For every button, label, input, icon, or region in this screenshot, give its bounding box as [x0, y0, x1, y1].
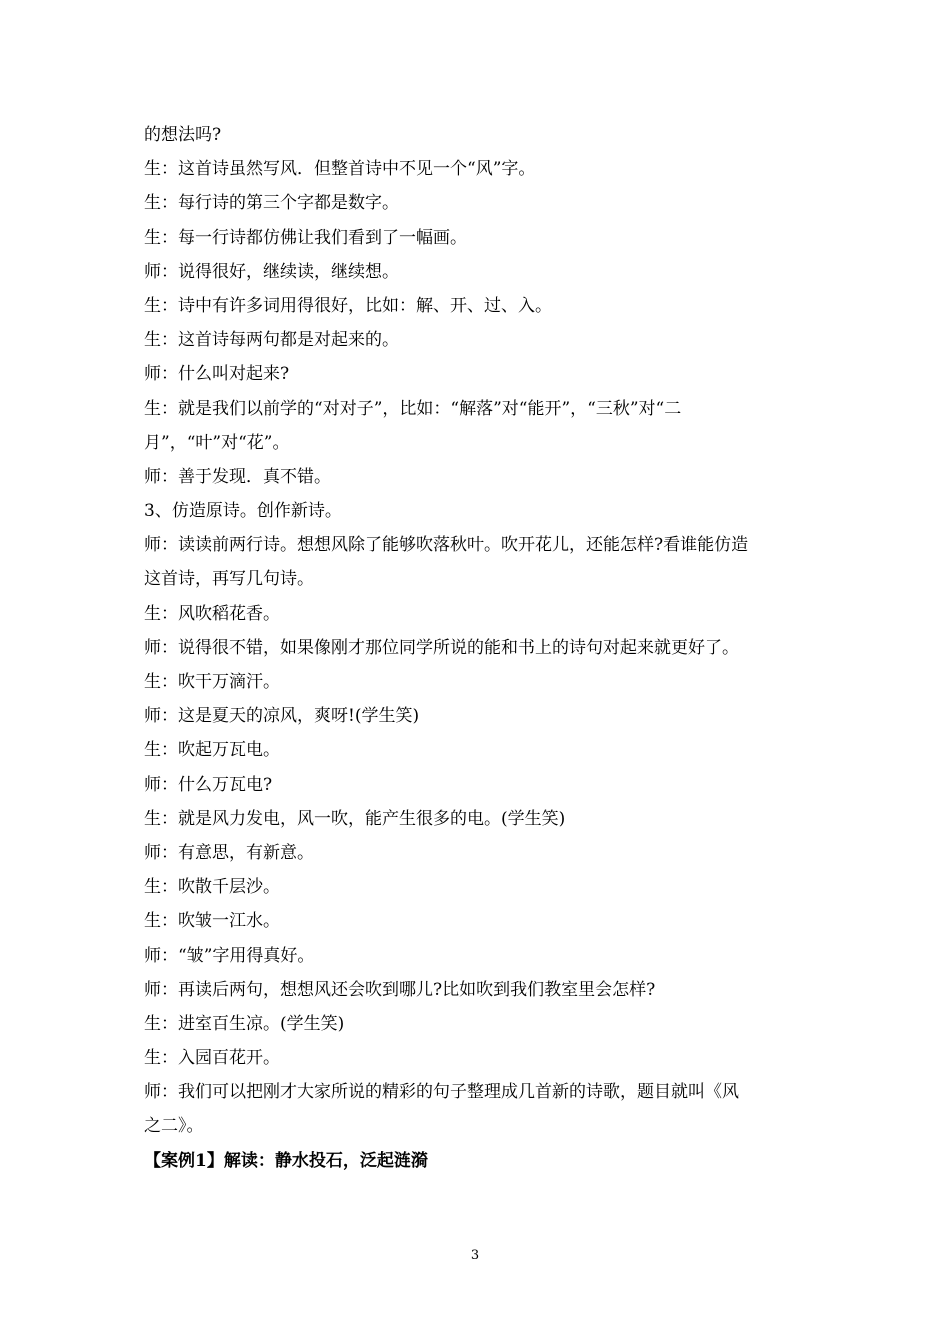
text-line: 生：每一行诗都仿佛让我们看到了一幅画。	[144, 227, 467, 248]
text-line: 的想法吗?	[144, 125, 222, 145]
text-line: 3、仿造原诗。创作新诗。	[144, 501, 342, 522]
text-line: 生：就是我们以前学的“对对子”，比如：“解落”对“能开”，“三秋”对“二	[144, 398, 682, 419]
text-line: 生：入园百花开。	[144, 1048, 280, 1069]
text-line: 师：再读后两句，想想风还会吹到哪儿?比如吹到我们教室里会怎样?	[144, 979, 656, 1000]
page-number: 3	[470, 1248, 480, 1263]
text-line: 生：这首诗虽然写风．但整首诗中不见一个“风”字。	[144, 159, 536, 180]
document-body	[144, 118, 812, 1178]
text-line: 这首诗，再写几句诗。	[144, 569, 314, 590]
text-line: 师：这是夏天的凉风，爽呀!(学生笑)	[144, 706, 420, 727]
text-line: 师：“皱”字用得真好。	[144, 945, 315, 966]
text-line: 生：这首诗每两句都是对起来的。	[144, 330, 399, 351]
text-line: 师：我们可以把刚才大家所说的精彩的句子整理成几首新的诗歌，题目就叫《风	[144, 1082, 739, 1103]
section-heading: 【案例1】解读：静水投石，泛起涟漪	[144, 1150, 428, 1171]
text-line: 生：吹干万滴汗。	[144, 672, 280, 692]
text-line: 生：进室百生凉。(学生笑)	[144, 1013, 345, 1034]
text-line: 生：就是风力发电，风一吹，能产生很多的电。(学生笑)	[144, 808, 566, 829]
text-line: 生：吹起万瓦电。	[144, 740, 280, 761]
text-line: 师：说得很好，继续读，继续想。	[144, 261, 399, 282]
text-line: 师：读读前两行诗。想想风除了能够吹落秋叶。吹开花儿，还能怎样?看谁能仿造	[144, 535, 749, 556]
text-line: 师：善于发现．真不错。	[144, 466, 331, 487]
text-line: 生：风吹稻花香。	[144, 603, 280, 624]
text-line: 之二》。	[144, 1116, 204, 1137]
text-line: 生：吹皱一江水。	[144, 911, 280, 932]
text-line: 师：什么叫对起来?	[144, 364, 290, 385]
text-line: 师：有意思，有新意。	[144, 842, 314, 863]
text-line: 生：吹散千层沙。	[144, 877, 280, 898]
text-line: 月”，“叶”对“花”。	[144, 432, 290, 453]
text-line: 师：什么万瓦电?	[144, 774, 273, 795]
text-line: 师：说得很不错，如果像刚才那位同学所说的能和书上的诗句对起来就更好了。	[144, 637, 739, 658]
text-line: 生：诗中有许多词用得很好，比如：解、开、过、入。	[144, 295, 552, 316]
text-line: 生：每行诗的第三个字都是数字。	[144, 193, 399, 214]
